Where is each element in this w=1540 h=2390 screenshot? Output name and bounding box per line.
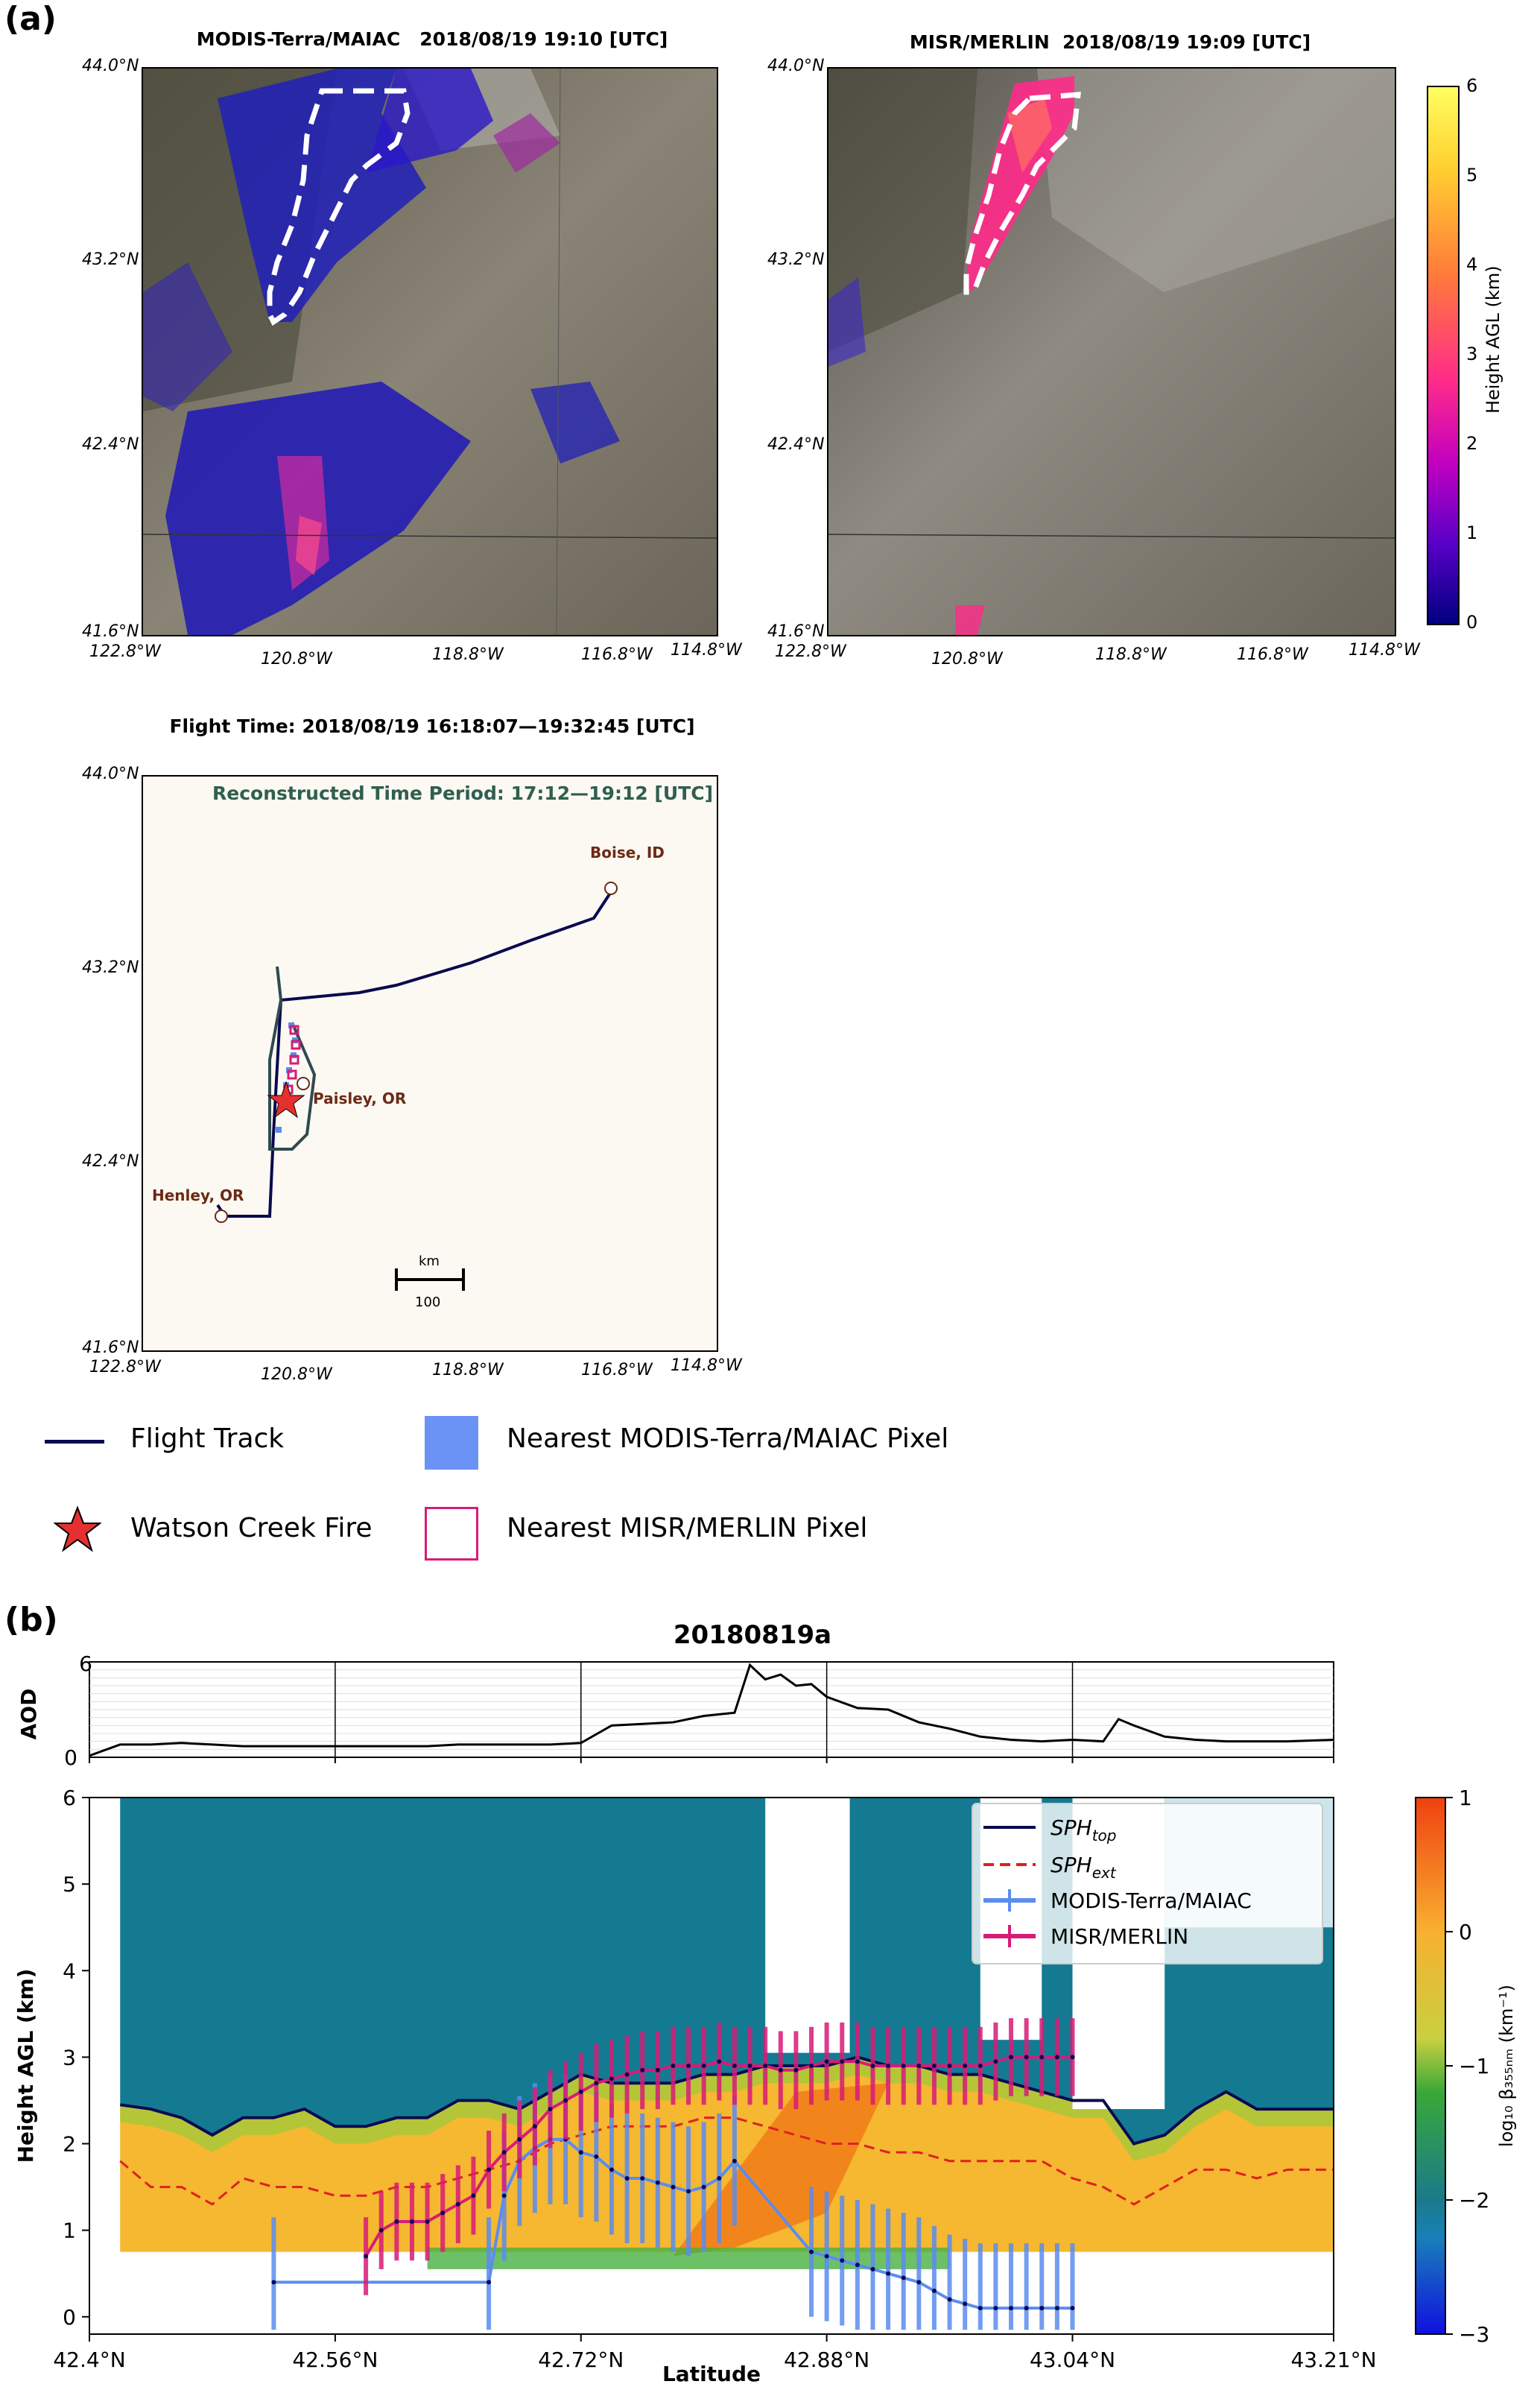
curtain-ytick: 1	[63, 2218, 76, 2243]
legend-fire-label: Watson Creek Fire	[130, 1513, 373, 1543]
map-misr-lon-tick: 116.8°W	[1237, 645, 1308, 664]
colorbar-backscatter-tick: 1	[1459, 1786, 1472, 1810]
curtain-ytick: 6	[63, 1786, 76, 1810]
series-modis-point	[579, 2150, 583, 2155]
series-modis-point	[686, 2189, 691, 2193]
series-misr-point	[855, 2059, 860, 2064]
colorbar-height-tick: 3	[1466, 344, 1478, 364]
series-misr-point	[517, 2137, 522, 2142]
series-misr-point	[456, 2202, 460, 2207]
legend-flight-track-label: Flight Track	[130, 1423, 285, 1454]
colorbar-height	[1427, 86, 1460, 625]
series-misr-point	[978, 2064, 983, 2068]
series-modis-point	[948, 2298, 952, 2302]
series-modis-point	[1055, 2306, 1059, 2310]
map-flight-lon-tick: 122.8°W	[89, 1358, 161, 1376]
series-modis-point	[640, 2176, 644, 2181]
series-misr-point	[1055, 2055, 1059, 2059]
series-modis-point	[901, 2276, 906, 2280]
series-modis-point	[1024, 2306, 1029, 2310]
curtain-xlabel: Latitude	[662, 2362, 761, 2386]
series-misr-point	[886, 2064, 890, 2068]
series-misr-point	[717, 2059, 721, 2064]
curtain-xtick: 43.21°N	[1290, 2348, 1377, 2372]
series-modis-point	[625, 2176, 630, 2181]
map-modis-lon-tick: 122.8°W	[89, 642, 161, 661]
map-flight-lon-tick: 116.8°W	[581, 1361, 653, 1379]
map-flight-lon-tick: 118.8°W	[432, 1361, 504, 1379]
curtain-xtick: 42.72°N	[538, 2348, 624, 2372]
map-misr-lat-tick: 43.2°N	[767, 250, 825, 269]
map-misr-lat-tick: 41.6°N	[767, 622, 825, 641]
curtain-ytick: 3	[63, 2045, 76, 2070]
series-modis-point	[717, 2176, 721, 2181]
series-misr-point	[779, 2068, 783, 2073]
colorbar-backscatter-tick: −3	[1459, 2322, 1490, 2347]
series-modis-point	[1071, 2306, 1075, 2310]
aod-ytick: 6	[79, 1651, 92, 1676]
series-misr-point	[1009, 2055, 1013, 2059]
colorbar-height-tick: 6	[1466, 75, 1478, 96]
colorbar-backscatter-label: log₁₀ β₃₅₅ₙₘ (km⁻¹)	[1496, 1984, 1517, 2148]
map-flight-lat-tick: 43.2°N	[82, 958, 139, 977]
scalebar-value: 100	[415, 1294, 441, 1310]
panel-label-a: (a)	[4, 0, 57, 38]
curtain-xtick: 42.4°N	[53, 2348, 126, 2372]
series-modis-point	[886, 2272, 890, 2276]
series-modis-point	[656, 2181, 660, 2185]
series-modis-point	[809, 2250, 814, 2254]
curtain-data-gap	[765, 1798, 849, 2053]
series-modis-point	[671, 2185, 675, 2190]
map-misr-image	[828, 69, 1395, 635]
curtain-xtick: 42.88°N	[784, 2348, 870, 2372]
series-misr-point	[763, 2064, 767, 2068]
series-misr-point	[502, 2150, 507, 2155]
map-modis-lon-tick: 120.8°W	[261, 650, 332, 668]
series-misr-point	[379, 2228, 384, 2233]
legend-misr-swatch	[425, 1507, 478, 1561]
series-misr-point	[364, 2254, 368, 2258]
map-modis-lat-tick: 41.6°N	[82, 622, 139, 641]
map-flight	[142, 775, 718, 1352]
series-misr-point	[425, 2219, 430, 2224]
map-flight-lon-tick: 114.8°W	[671, 1356, 742, 1375]
series-misr-point	[840, 2059, 844, 2064]
map-misr-lat-tick: 44.0°N	[767, 57, 825, 75]
series-misr-point	[533, 2124, 537, 2128]
colorbar-height-tick: 2	[1466, 433, 1478, 454]
chart-curtain	[0, 1602, 1540, 2390]
series-misr-point	[410, 2219, 414, 2224]
series-misr-point	[748, 2064, 752, 2068]
colorbar-backscatter	[1416, 1798, 1445, 2334]
curtain-ytick: 4	[63, 1959, 76, 1984]
series-modis-point	[1039, 2306, 1044, 2310]
series-misr-point	[625, 2073, 630, 2077]
panel-label-b: (b)	[4, 1601, 58, 1639]
series-misr-point	[1039, 2055, 1044, 2059]
series-modis-point	[1009, 2306, 1013, 2310]
series-misr-point	[594, 2081, 598, 2085]
legend-misr-label: Nearest MISR/MERLIN Pixel	[507, 1513, 868, 1543]
series-misr-point	[702, 2064, 706, 2068]
series-misr-point	[916, 2064, 921, 2068]
series-misr-point	[1071, 2055, 1075, 2059]
legend-modis-swatch	[425, 1416, 478, 1470]
colorbar-height-label: Height AGL (km)	[1483, 265, 1503, 414]
map-modis-lon-tick: 118.8°W	[432, 645, 504, 664]
series-misr-point	[640, 2068, 644, 2073]
map-modis-lat-tick: 43.2°N	[82, 250, 139, 269]
legend-sph-ext: $SPH_{ext}$	[1051, 1853, 1116, 1882]
series-misr-point	[809, 2064, 814, 2068]
map-modis-lon-tick: 114.8°W	[671, 641, 742, 660]
series-misr-point	[1024, 2055, 1029, 2059]
series-modis-point	[932, 2289, 937, 2293]
aod-ylabel: AOD	[16, 1688, 41, 1740]
place-paisley: Paisley, OR	[313, 1090, 407, 1107]
scalebar-unit: km	[419, 1254, 440, 1269]
series-misr-point	[656, 2068, 660, 2073]
aod-ytick: 0	[64, 1745, 77, 1770]
series-misr-point	[487, 2167, 491, 2172]
series-misr-point	[732, 2064, 737, 2068]
series-modis-point	[609, 2167, 614, 2172]
curtain-legend	[972, 1803, 1322, 1964]
map-modis-title: MODIS-Terra/MAIAC 2018/08/19 19:10 [UTC]	[196, 28, 668, 50]
series-misr-point	[948, 2064, 952, 2068]
series-misr-point	[963, 2064, 967, 2068]
legend-sph-top: $SPH_{top}$	[1051, 1815, 1117, 1844]
flight-subtitle: Reconstructed Time Period: 17:12—19:12 [UTC]	[212, 783, 713, 804]
map-modis-lat-tick: 44.0°N	[82, 57, 139, 75]
map-flight-title: Flight Time: 2018/08/19 16:18:07—19:32:45 [UTC]	[169, 715, 695, 737]
map-modis-lon-tick: 116.8°W	[581, 645, 653, 664]
series-modis-point	[993, 2306, 998, 2310]
colorbar-backscatter-tick: 0	[1459, 1920, 1472, 1944]
map-misr-lon-tick: 118.8°W	[1095, 645, 1167, 664]
series-misr-point	[394, 2219, 399, 2224]
series-misr-point	[870, 2064, 875, 2068]
series-modis-point	[502, 2193, 507, 2198]
series-misr-point	[671, 2064, 675, 2068]
legend-modis-label: Nearest MODIS-Terra/MAIAC Pixel	[507, 1423, 949, 1454]
series-misr-point	[686, 2064, 691, 2068]
series-misr-point	[471, 2193, 475, 2198]
series-modis-point	[271, 2280, 276, 2284]
series-modis-point	[870, 2267, 875, 2272]
map-misr-lon-tick: 120.8°W	[931, 650, 1003, 668]
map-misr-lon-tick: 114.8°W	[1349, 641, 1420, 660]
map-flight-lat-tick: 41.6°N	[82, 1338, 139, 1357]
map-modis-lat-tick: 42.4°N	[82, 435, 139, 454]
colorbar-backscatter-tick: −1	[1459, 2054, 1490, 2078]
curtain-ytick: 2	[63, 2131, 76, 2157]
series-modis-point	[855, 2263, 860, 2267]
series-misr-point	[993, 2059, 998, 2064]
series-modis-point	[825, 2254, 829, 2258]
curtain-ylabel: Height AGL (km)	[13, 1968, 38, 2163]
map-modis-image	[143, 69, 717, 635]
map-misr	[827, 67, 1396, 636]
series-misr-point	[440, 2210, 445, 2215]
map-flight-lon-tick: 120.8°W	[261, 1365, 332, 1384]
series-modis-point	[487, 2280, 491, 2284]
map-flight-lat-tick: 42.4°N	[82, 1152, 139, 1171]
colorbar-backscatter-tick: −2	[1459, 2188, 1490, 2213]
colorbar-height-tick: 4	[1466, 254, 1478, 275]
colorbar-backscatter-ticks	[1445, 1786, 1489, 2347]
series-misr-point	[579, 2090, 583, 2094]
map-misr-lat-tick: 42.4°N	[767, 435, 825, 454]
map-misr-lon-tick: 122.8°W	[775, 642, 846, 661]
series-misr-point	[548, 2107, 553, 2111]
legend-misr-series: MISR/MERLIN	[1051, 1924, 1189, 1949]
legend-fire-star-icon	[54, 1505, 101, 1553]
series-misr-point	[901, 2064, 906, 2068]
place-boise: Boise, ID	[590, 844, 665, 862]
curtain-xtick: 42.56°N	[292, 2348, 378, 2372]
series-misr-point	[932, 2064, 937, 2068]
series-misr-point	[563, 2098, 568, 2102]
series-modis-point	[963, 2301, 967, 2306]
series-modis-point	[732, 2159, 737, 2163]
series-modis-point	[594, 2155, 598, 2159]
colorbar-height-tick: 5	[1466, 165, 1478, 186]
legend-flight-track-swatch	[45, 1440, 104, 1444]
series-modis-point	[916, 2280, 921, 2284]
map-modis	[142, 67, 718, 636]
place-henley: Henley, OR	[152, 1186, 244, 1204]
curtain-ytick: 0	[63, 2304, 76, 2330]
curtain-xtick: 43.04°N	[1029, 2348, 1116, 2372]
series-misr-point	[793, 2068, 798, 2073]
legend-modis-series: MODIS-Terra/MAIAC	[1051, 1888, 1252, 1913]
aod-title: 20180819a	[673, 1620, 832, 1650]
map-misr-title: MISR/MERLIN 2018/08/19 19:09 [UTC]	[909, 31, 1311, 53]
map-flight-lat-tick: 44.0°N	[82, 765, 139, 783]
series-modis-point	[702, 2185, 706, 2190]
series-modis-point	[840, 2258, 844, 2263]
colorbar-height-tick: 0	[1466, 612, 1478, 633]
series-misr-point	[609, 2076, 614, 2081]
curtain-ytick: 5	[63, 1872, 76, 1897]
series-misr-point	[825, 2059, 829, 2064]
colorbar-height-tick: 1	[1466, 522, 1478, 543]
series-modis-point	[978, 2306, 983, 2310]
